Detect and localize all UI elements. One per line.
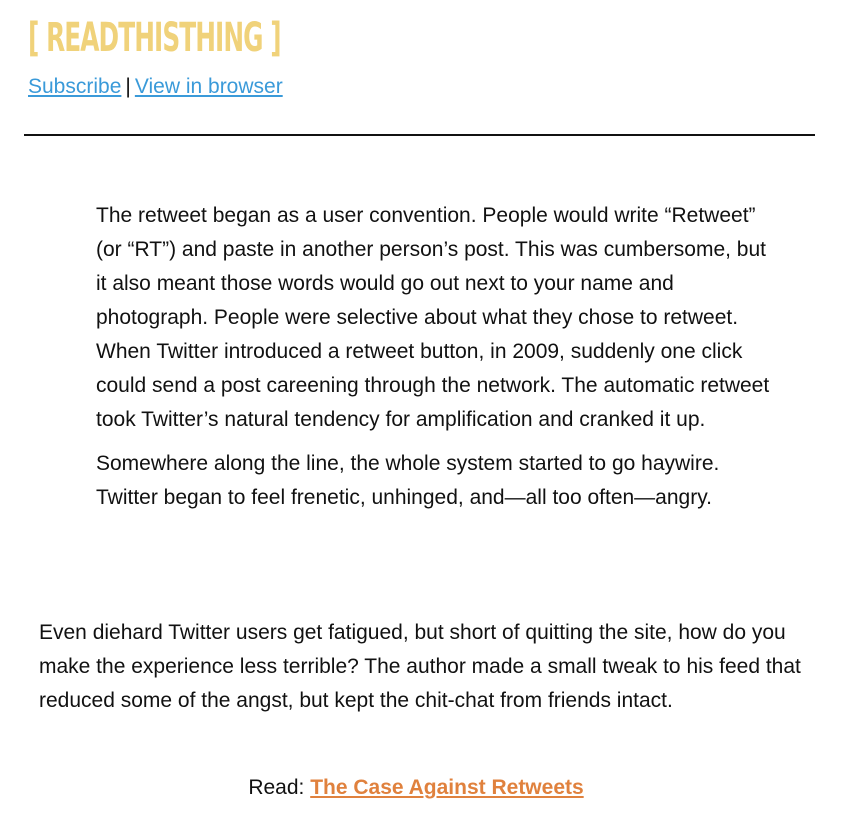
read-more-line: [0, 772, 832, 804]
article-excerpt: [96, 199, 776, 525]
read-label: Read:: [248, 776, 305, 799]
subscribe-link[interactable]: Subscribe: [28, 75, 122, 98]
email-header: [28, 14, 818, 100]
view-in-browser-link[interactable]: View in browser: [134, 75, 283, 98]
link-separator: |: [125, 75, 131, 98]
article-link[interactable]: The Case Against Retweets: [310, 776, 584, 799]
summary-paragraph: Even diehard Twitter users get fatigued, but short of quitting the site, how do you make the experience less terrible? The author made a small tweak to his feed that reduced some of the angst, but kept the chit-chat from friends intact.: [39, 621, 801, 712]
article-summary: [39, 616, 819, 718]
header-links: [28, 74, 818, 100]
header-divider: [24, 134, 815, 136]
excerpt-paragraph: Somewhere along the line, the whole system started to go haywire. Twitter began to feel frenetic, unhinged, and—all too often—angry.: [96, 452, 720, 509]
excerpt-paragraph: The retweet began as a user convention. People would write “Retweet” (or “RT”) and paste in another person’s post. This was cumbersome, but it also meant those words would go out next to your name and photograph. People were selective about what they chose to retweet. When Twitter introduced a retweet button, in 2009, suddenly one click could send a post careening through the network. The automatic retweet took Twitter’s natural tendency for amplification and cranked it up.: [96, 204, 770, 431]
brand-logo[interactable]: [ READTHISTHING ]: [28, 15, 281, 61]
